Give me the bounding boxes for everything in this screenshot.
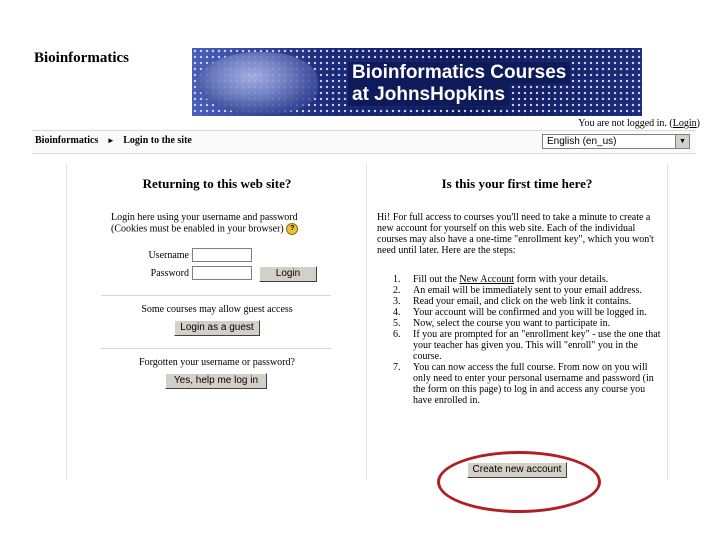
step-item: [393, 285, 661, 296]
step-number: 6.: [393, 329, 401, 340]
step-item: [393, 274, 661, 285]
step-number: 4.: [393, 307, 401, 318]
breadcrumb-home-link[interactable]: Bioinformatics: [35, 135, 99, 146]
breadcrumb-current: Login to the site: [123, 135, 192, 146]
guest-access-text: Some courses may allow guest access: [141, 304, 293, 315]
language-select[interactable]: [542, 134, 690, 149]
divider: [101, 348, 331, 349]
returning-heading: Returning to this web site?: [142, 176, 292, 191]
navigation-bar: [32, 130, 696, 154]
login-link[interactable]: Login: [672, 118, 697, 129]
login-status: [578, 118, 700, 129]
step-number: 5.: [393, 318, 401, 329]
password-input[interactable]: [192, 266, 252, 280]
site-title: Bioinformatics: [34, 50, 129, 66]
step-text: Fill out the: [413, 274, 460, 285]
step-item: [393, 296, 661, 307]
step-text: Read your email, and click on the web link it contains.: [413, 296, 632, 307]
step-item: [393, 329, 661, 362]
login-intro: [111, 212, 331, 235]
forgot-password-button[interactable]: Yes, help me log in: [165, 373, 267, 389]
step-number: 3.: [393, 296, 401, 307]
login-button[interactable]: Login: [259, 266, 317, 282]
returning-user-panel: [66, 164, 367, 480]
step-item: [393, 318, 661, 329]
course-banner: [192, 48, 642, 116]
step-text: An email will be immediately sent to your email address.: [413, 285, 642, 296]
step-number: 2.: [393, 285, 401, 296]
chevron-down-icon[interactable]: ▼: [675, 135, 689, 148]
banner-line-2: at JohnsHopkins: [348, 84, 509, 106]
login-as-guest-button[interactable]: Login as a guest: [174, 320, 260, 336]
highlight-annotation-ellipse: [437, 451, 601, 513]
step-text: Now, select the course you want to participate in.: [413, 318, 611, 329]
step-number: 1.: [393, 274, 401, 285]
username-input[interactable]: [192, 248, 252, 262]
login-status-text: You are not logged in. (: [578, 118, 673, 129]
step-item: [393, 307, 661, 318]
username-label: Username: [148, 250, 189, 261]
password-label: Password: [150, 268, 189, 279]
divider: [101, 295, 331, 296]
step-item: [393, 362, 661, 406]
step-text: You can now access the full course. From now on you will only need to enter your personal username and password (in the form on this page) to log in and access any course you have enrolled in.: [413, 362, 654, 406]
help-icon[interactable]: ?: [286, 223, 298, 235]
forgot-password-text: Forgotten your username or password?: [139, 357, 295, 368]
new-user-panel: [366, 164, 668, 480]
brain-image: [198, 52, 318, 114]
signup-intro: Hi! For full access to courses you'll need to take a minute to create a new account for yourself on this web site. Each of the individual courses may also have a one-time "enrollment key", which you won't need until later. Here are the steps:: [377, 212, 654, 256]
login-intro-text: Login here using your username and password (Cookies must be enabled in your browser): [111, 212, 298, 235]
step-number: 7.: [393, 362, 401, 373]
breadcrumb: [35, 135, 192, 146]
breadcrumb-separator-icon: ►: [106, 136, 115, 145]
first-time-heading: Is this your first time here?: [441, 176, 593, 191]
step-text: Your account will be confirmed and you will be logged in.: [413, 307, 647, 318]
signup-steps: [393, 274, 661, 406]
step-text-end: form with your details.: [514, 274, 609, 285]
step-text: If you are prompted for an "enrollment key" - use the one that your teacher has given you. This will "enroll" you in the course.: [413, 329, 661, 362]
new-account-link[interactable]: New Account: [459, 274, 515, 285]
login-status-close: ): [696, 118, 700, 129]
language-selected-value: English (en_us): [547, 136, 617, 147]
banner-line-1: Bioinformatics Courses: [348, 62, 570, 84]
create-new-account-button[interactable]: Create new account: [467, 462, 567, 478]
banner-text: [348, 62, 570, 106]
